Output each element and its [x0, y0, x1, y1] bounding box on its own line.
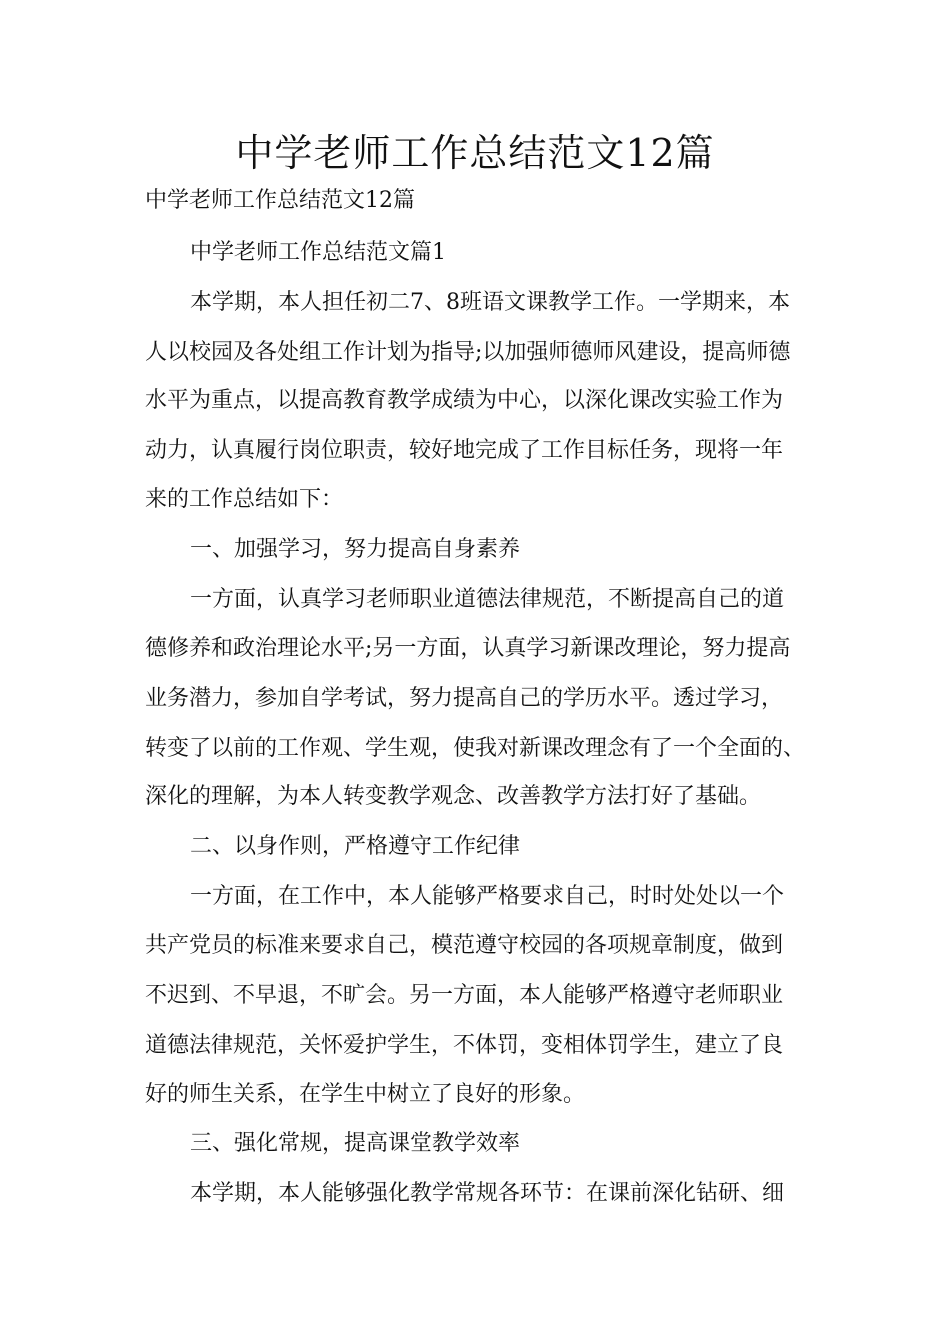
paragraph-line: 来的工作总结如下：: [145, 487, 344, 512]
paragraph-line: 业务潜力，参加自学考试，努力提高自己的学历水平。透过学习，: [145, 686, 784, 711]
section-heading: 三、强化常规，提高课堂教学效率: [190, 1131, 521, 1156]
paragraph-line: 德修养和政治理论水平;另一方面，认真学习新课改理论，努力提高: [145, 636, 791, 661]
paragraph-line: 一方面，认真学习老师职业道德法律规范，不断提高自己的道: [190, 587, 785, 612]
paragraph-line: 深化的理解，为本人转变教学观念、改善教学方法打好了基础。: [145, 784, 762, 809]
paragraph-line: 一方面，在工作中，本人能够严格要求自己，时时处处以一个: [190, 884, 785, 909]
document-title: 中学老师工作总结范文12篇: [235, 131, 715, 175]
paragraph-line: 道德法律规范，关怀爱护学生，不体罚，变相体罚学生，建立了良: [145, 1033, 784, 1058]
paragraph-line: 人以校园及各处组工作计划为指导;以加强师德师风建设，提高师德: [145, 340, 791, 365]
paragraph-line: 本学期，本人担任初二7、8班语文课教学工作。一学期来，本: [190, 290, 790, 315]
paragraph-line: 不迟到、不早退，不旷会。另一方面，本人能够严格遵守老师职业: [145, 983, 784, 1008]
section-heading: 一、加强学习，努力提高自身素养: [190, 537, 521, 562]
paragraph-line: 好的师生关系，在学生中树立了良好的形象。: [145, 1082, 586, 1107]
paragraph-line: 本学期，本人能够强化教学常规各环节：在课前深化钻研、细: [190, 1181, 785, 1206]
document-subtitle: 中学老师工作总结范文12篇: [145, 188, 415, 213]
paragraph-line: 动力，认真履行岗位职责，较好地完成了工作目标任务，现将一年: [145, 438, 784, 463]
section-heading: 中学老师工作总结范文篇1: [190, 240, 446, 265]
paragraph-line: 水平为重点，以提高教育教学成绩为中心，以深化课改实验工作为: [145, 388, 784, 413]
paragraph-line: 共产党员的标准来要求自己，模范遵守校园的各项规章制度，做到: [145, 933, 784, 958]
section-heading: 二、以身作则，严格遵守工作纪律: [190, 834, 521, 859]
paragraph-line: 转变了以前的工作观、学生观，使我对新课改理念有了一个全面的、: [145, 736, 806, 761]
